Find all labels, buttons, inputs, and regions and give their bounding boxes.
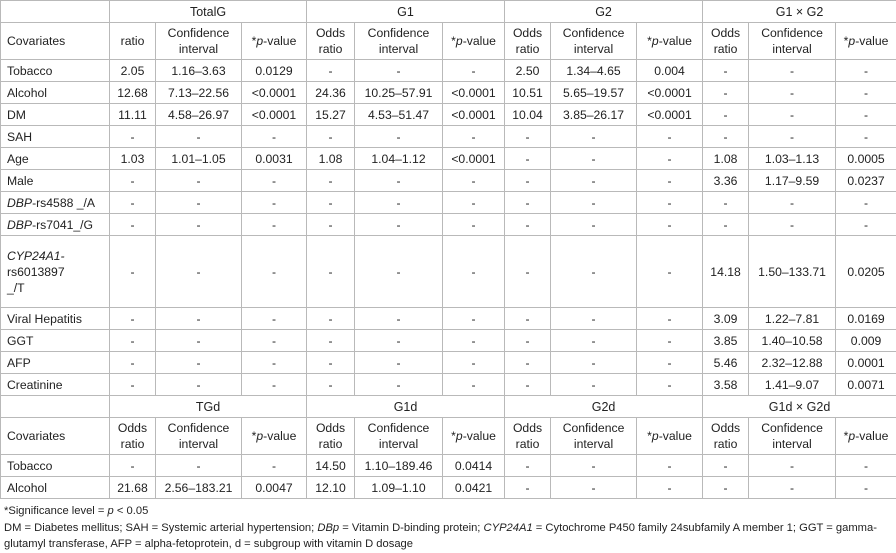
pvalue-p: p	[848, 34, 855, 48]
table-cell: <0.0001	[637, 104, 703, 126]
table-cell: -	[749, 214, 836, 236]
table-cell: -	[156, 455, 242, 477]
group-header-empty	[1, 396, 110, 418]
table-cell: -	[110, 352, 156, 374]
table-row	[1, 477, 896, 499]
table-cell: -	[443, 192, 505, 214]
table-cell: -	[355, 308, 443, 330]
table-cell: -	[703, 455, 749, 477]
table-cell: 3.09	[703, 308, 749, 330]
table-cell: -	[110, 126, 156, 148]
pvalue-rest: -value	[463, 429, 496, 443]
column-header: Confidence interval	[551, 418, 637, 455]
column-header: Confidence interval	[156, 23, 242, 60]
table-row	[1, 82, 896, 104]
table-cell: 1.03	[110, 148, 156, 170]
table-cell: 3.58	[703, 374, 749, 396]
covariate-label: Creatinine	[1, 374, 110, 396]
table-cell: -	[703, 60, 749, 82]
covariate-label: Age	[1, 148, 110, 170]
table-cell: -	[836, 82, 896, 104]
table-row	[1, 374, 896, 396]
pvalue-rest: -value	[855, 34, 888, 48]
table-cell: 21.68	[110, 477, 156, 499]
table-cell: -	[505, 308, 551, 330]
table-cell: -	[637, 308, 703, 330]
covariate-rest: -rs7041_/G	[32, 218, 93, 232]
table-cell: -	[551, 214, 637, 236]
column-header	[836, 23, 896, 60]
group-header-cell: TGd	[110, 396, 307, 418]
pvalue-rest: -value	[659, 429, 692, 443]
pvalue-rest: -value	[263, 34, 296, 48]
pvalue-prefix: *	[647, 34, 652, 48]
pvalue-prefix: *	[844, 34, 849, 48]
column-header	[836, 418, 896, 455]
column-header-row	[1, 23, 896, 60]
table-cell: -	[307, 236, 355, 308]
covariate-label: SAH	[1, 126, 110, 148]
covariate-italic: DBP	[7, 218, 32, 232]
table-cell: <0.0001	[242, 82, 307, 104]
table-cell: -	[307, 374, 355, 396]
table-cell: -	[551, 374, 637, 396]
column-header: ratio	[110, 23, 156, 60]
table-cell: -	[551, 236, 637, 308]
covariate-label: Tobacco	[1, 60, 110, 82]
table-cell: -	[749, 455, 836, 477]
table-cell: 0.0205	[836, 236, 896, 308]
table-cell: -	[110, 308, 156, 330]
table-cell: -	[443, 170, 505, 192]
column-header: Odds ratio	[703, 418, 749, 455]
pvalue-rest: -value	[463, 34, 496, 48]
table-row	[1, 352, 896, 374]
table-cell: 0.0237	[836, 170, 896, 192]
table-row	[1, 60, 896, 82]
table-cell: -	[242, 192, 307, 214]
table-cell: -	[242, 236, 307, 308]
table-cell: -	[551, 148, 637, 170]
covariate-label: DM	[1, 104, 110, 126]
table-cell: -	[307, 126, 355, 148]
table-cell: -	[355, 374, 443, 396]
table-cell: -	[355, 126, 443, 148]
covariate-label: Tobacco	[1, 455, 110, 477]
table-cell: 3.85–26.17	[551, 104, 637, 126]
table-cell: -	[242, 126, 307, 148]
table-cell: 2.56–183.21	[156, 477, 242, 499]
table-cell: -	[443, 60, 505, 82]
table-cell: -	[443, 236, 505, 308]
column-header: Odds ratio	[703, 23, 749, 60]
covariate-label	[1, 236, 110, 308]
table-cell: -	[637, 352, 703, 374]
table-cell: -	[443, 308, 505, 330]
table-cell: 10.25–57.91	[355, 82, 443, 104]
table-cell: -	[703, 214, 749, 236]
table-cell: -	[110, 330, 156, 352]
table-cell: 1.08	[307, 148, 355, 170]
table-cell: -	[307, 330, 355, 352]
significance-p: p	[108, 505, 114, 517]
pvalue-rest: -value	[263, 429, 296, 443]
table-cell: -	[505, 455, 551, 477]
group-header-cell: TotalG	[110, 1, 307, 23]
table-cell: 1.03–1.13	[749, 148, 836, 170]
column-header	[637, 23, 703, 60]
table-cell: -	[110, 374, 156, 396]
table-cell: -	[156, 126, 242, 148]
table-cell: -	[443, 126, 505, 148]
table-cell: -	[156, 214, 242, 236]
table-cell: -	[703, 82, 749, 104]
pvalue-p: p	[256, 429, 263, 443]
pvalue-rest: -value	[855, 429, 888, 443]
table-cell: -	[637, 236, 703, 308]
table-cell: -	[551, 192, 637, 214]
abbreviations-note: DM = Diabetes mellitus; SAH = Systemic arterial hypertension; DBp = Vitamin D-binding protein; CYP24A1 = Cytochrome P450 family 24subfamily A member 1; GGT = gamma-glutamyl transferase, AFP = alpha-fetoprotein, d = subgroup with vitamin D dosage	[4, 520, 892, 553]
table-cell: -	[836, 192, 896, 214]
table-cell: -	[836, 126, 896, 148]
table-cell: -	[749, 126, 836, 148]
table-cell: 0.004	[637, 60, 703, 82]
table-cell: -	[749, 477, 836, 499]
table-cell: -	[551, 477, 637, 499]
pvalue-p: p	[456, 34, 463, 48]
column-header: Odds ratio	[505, 418, 551, 455]
covariate-rest: -rs4588 _/A	[32, 196, 95, 210]
table-cell: -	[703, 126, 749, 148]
column-header	[637, 418, 703, 455]
table-cell: -	[505, 352, 551, 374]
table-cell: -	[242, 455, 307, 477]
table-cell: -	[242, 330, 307, 352]
pvalue-prefix: *	[844, 429, 849, 443]
table-cell: 0.0005	[836, 148, 896, 170]
covariate-label: Alcohol	[1, 477, 110, 499]
group-header-cell: G1	[307, 1, 505, 23]
covariate-line3: _/T	[7, 281, 25, 295]
table-row	[1, 330, 896, 352]
table-cell: -	[505, 148, 551, 170]
table-cell: -	[637, 455, 703, 477]
table-cell: 1.41–9.07	[749, 374, 836, 396]
table-cell: 4.58–26.97	[156, 104, 242, 126]
table-row	[1, 192, 896, 214]
table-cell: <0.0001	[443, 148, 505, 170]
table-cell: -	[836, 477, 896, 499]
table-cell: 11.11	[110, 104, 156, 126]
table-row	[1, 148, 896, 170]
table-cell: -	[836, 60, 896, 82]
table-cell: -	[505, 192, 551, 214]
column-header	[242, 418, 307, 455]
table-cell: -	[110, 455, 156, 477]
covariate-label: Male	[1, 170, 110, 192]
table-cell: -	[637, 148, 703, 170]
table-cell: 1.34–4.65	[551, 60, 637, 82]
table-cell: -	[551, 352, 637, 374]
table-cell: 0.009	[836, 330, 896, 352]
table-cell: 0.0031	[242, 148, 307, 170]
table-cell: 10.51	[505, 82, 551, 104]
covariate-label	[1, 192, 110, 214]
column-header: Confidence interval	[749, 23, 836, 60]
table-cell: -	[443, 352, 505, 374]
table-cell: 12.68	[110, 82, 156, 104]
table-cell: -	[110, 192, 156, 214]
table-cell: 15.27	[307, 104, 355, 126]
table-cell: -	[551, 308, 637, 330]
table-cell: -	[505, 170, 551, 192]
table-cell: -	[703, 477, 749, 499]
table-cell: 0.0071	[836, 374, 896, 396]
table-cell: -	[355, 352, 443, 374]
table-cell: -	[505, 236, 551, 308]
covariate-line1: CYP24A1-	[7, 249, 65, 263]
covariate-label: AFP	[1, 352, 110, 374]
pvalue-p: p	[456, 429, 463, 443]
table-cell: -	[355, 214, 443, 236]
table-cell: -	[242, 214, 307, 236]
covariate-italic: DBP	[7, 196, 32, 210]
table-cell: 3.36	[703, 170, 749, 192]
table-cell: -	[156, 236, 242, 308]
table-cell: -	[749, 82, 836, 104]
table-cell: -	[551, 330, 637, 352]
table-cell: -	[637, 214, 703, 236]
table-cell: 1.17–9.59	[749, 170, 836, 192]
pvalue-p: p	[652, 429, 659, 443]
table-cell: <0.0001	[443, 82, 505, 104]
table-cell: 0.0001	[836, 352, 896, 374]
pvalue-prefix: *	[252, 429, 257, 443]
table-cell: -	[443, 330, 505, 352]
covariate-label	[1, 214, 110, 236]
column-header: Confidence interval	[355, 418, 443, 455]
table-cell: 12.10	[307, 477, 355, 499]
table-row	[1, 170, 896, 192]
table-cell: 5.46	[703, 352, 749, 374]
table-cell: -	[307, 192, 355, 214]
table-cell: -	[505, 330, 551, 352]
table-cell: -	[156, 308, 242, 330]
table-cell: 2.50	[505, 60, 551, 82]
table-cell: 7.13–22.56	[156, 82, 242, 104]
column-header: Confidence interval	[156, 418, 242, 455]
table-cell: -	[505, 374, 551, 396]
table-cell: -	[355, 330, 443, 352]
table-cell: -	[836, 104, 896, 126]
table-cell: -	[355, 170, 443, 192]
table-cell: -	[355, 192, 443, 214]
table-cell: 0.0047	[242, 477, 307, 499]
covariates-header: Covariates	[1, 418, 110, 455]
table-cell: -	[637, 330, 703, 352]
table-cell: -	[307, 352, 355, 374]
pvalue-prefix: *	[252, 34, 257, 48]
table-cell: -	[703, 104, 749, 126]
table-cell: -	[355, 236, 443, 308]
table-cell: 4.53–51.47	[355, 104, 443, 126]
table-cell: -	[836, 214, 896, 236]
table-cell: 1.10–189.46	[355, 455, 443, 477]
table-cell: -	[749, 192, 836, 214]
table-row	[1, 214, 896, 236]
group-header-cell: G2d	[505, 396, 703, 418]
table-cell: 1.50–133.71	[749, 236, 836, 308]
table-cell: -	[156, 374, 242, 396]
pvalue-prefix: *	[451, 429, 456, 443]
group-header-empty	[1, 1, 110, 23]
covariate-label: Alcohol	[1, 82, 110, 104]
table-cell: -	[307, 308, 355, 330]
pvalue-p: p	[848, 429, 855, 443]
table-cell: -	[242, 374, 307, 396]
abbr-italic: DBp	[317, 522, 339, 534]
table-cell: -	[110, 214, 156, 236]
table-cell: 2.32–12.88	[749, 352, 836, 374]
table-cell: -	[703, 192, 749, 214]
table-cell: 24.36	[307, 82, 355, 104]
table-cell: 1.16–3.63	[156, 60, 242, 82]
table-cell: -	[156, 192, 242, 214]
group-header-row	[1, 1, 896, 23]
table-cell: -	[749, 60, 836, 82]
table-cell: -	[110, 236, 156, 308]
column-header: Odds ratio	[110, 418, 156, 455]
table-row	[1, 104, 896, 126]
table-cell: -	[749, 104, 836, 126]
significance-note: *Significance level = p < 0.05	[4, 503, 892, 520]
table-cell: -	[637, 126, 703, 148]
table-cell: -	[110, 170, 156, 192]
table-cell: 5.65–19.57	[551, 82, 637, 104]
table-cell: -	[307, 214, 355, 236]
table-cell: 0.0169	[836, 308, 896, 330]
table-row	[1, 126, 896, 148]
column-header	[242, 23, 307, 60]
table-cell: 14.18	[703, 236, 749, 308]
group-header-cell: G1d	[307, 396, 505, 418]
table-cell: 1.22–7.81	[749, 308, 836, 330]
table-cell: -	[637, 374, 703, 396]
column-header: Confidence interval	[749, 418, 836, 455]
table-cell: <0.0001	[242, 104, 307, 126]
column-header: Odds ratio	[505, 23, 551, 60]
table-row	[1, 308, 896, 330]
covariate-label: GGT	[1, 330, 110, 352]
pvalue-rest: -value	[659, 34, 692, 48]
table-cell: 2.05	[110, 60, 156, 82]
table-cell: -	[551, 126, 637, 148]
table-cell: -	[505, 126, 551, 148]
table-cell: 1.09–1.10	[355, 477, 443, 499]
pvalue-p: p	[256, 34, 263, 48]
pvalue-prefix: *	[451, 34, 456, 48]
table-cell: 10.04	[505, 104, 551, 126]
table-row	[1, 236, 896, 308]
table-cell: -	[156, 330, 242, 352]
table-cell: -	[836, 455, 896, 477]
table-cell: -	[242, 352, 307, 374]
column-header: Odds ratio	[307, 23, 355, 60]
table-cell: -	[156, 352, 242, 374]
table-cell: 1.04–1.12	[355, 148, 443, 170]
table-cell: -	[355, 60, 443, 82]
abbr-italic: CYP24A1	[484, 522, 533, 534]
table-cell: -	[551, 455, 637, 477]
covariates-header: Covariates	[1, 23, 110, 60]
table-cell: <0.0001	[443, 104, 505, 126]
footnotes	[0, 499, 892, 553]
table-cell: -	[443, 214, 505, 236]
group-header-cell: G1 × G2	[703, 1, 896, 23]
table-row	[1, 455, 896, 477]
group-header-cell: G1d × G2d	[703, 396, 896, 418]
table-cell: 0.0421	[443, 477, 505, 499]
group-header-row	[1, 396, 896, 418]
table-cell: -	[637, 477, 703, 499]
table-cell: 1.01–1.05	[156, 148, 242, 170]
table-cell: -	[551, 170, 637, 192]
table-cell: -	[307, 170, 355, 192]
table-cell: -	[637, 170, 703, 192]
table-cell: -	[637, 192, 703, 214]
table-cell: -	[307, 60, 355, 82]
column-header: Confidence interval	[355, 23, 443, 60]
table-cell: 0.0129	[242, 60, 307, 82]
pvalue-p: p	[652, 34, 659, 48]
table-cell: <0.0001	[637, 82, 703, 104]
table-cell: -	[242, 170, 307, 192]
table-cell: 1.40–10.58	[749, 330, 836, 352]
covariate-label: Viral Hepatitis	[1, 308, 110, 330]
table-cell: 3.85	[703, 330, 749, 352]
table-cell: -	[242, 308, 307, 330]
column-header	[443, 23, 505, 60]
table-cell: -	[156, 170, 242, 192]
group-header-cell: G2	[505, 1, 703, 23]
table-cell: 1.08	[703, 148, 749, 170]
table-cell: -	[505, 214, 551, 236]
table-cell: 14.50	[307, 455, 355, 477]
covariate-line2: rs6013897	[7, 265, 65, 279]
column-header: Confidence interval	[551, 23, 637, 60]
column-header-row	[1, 418, 896, 455]
column-header	[443, 418, 505, 455]
table-cell: 0.0414	[443, 455, 505, 477]
table-cell: -	[443, 374, 505, 396]
table-cell: -	[505, 477, 551, 499]
pvalue-prefix: *	[647, 429, 652, 443]
column-header: Odds ratio	[307, 418, 355, 455]
